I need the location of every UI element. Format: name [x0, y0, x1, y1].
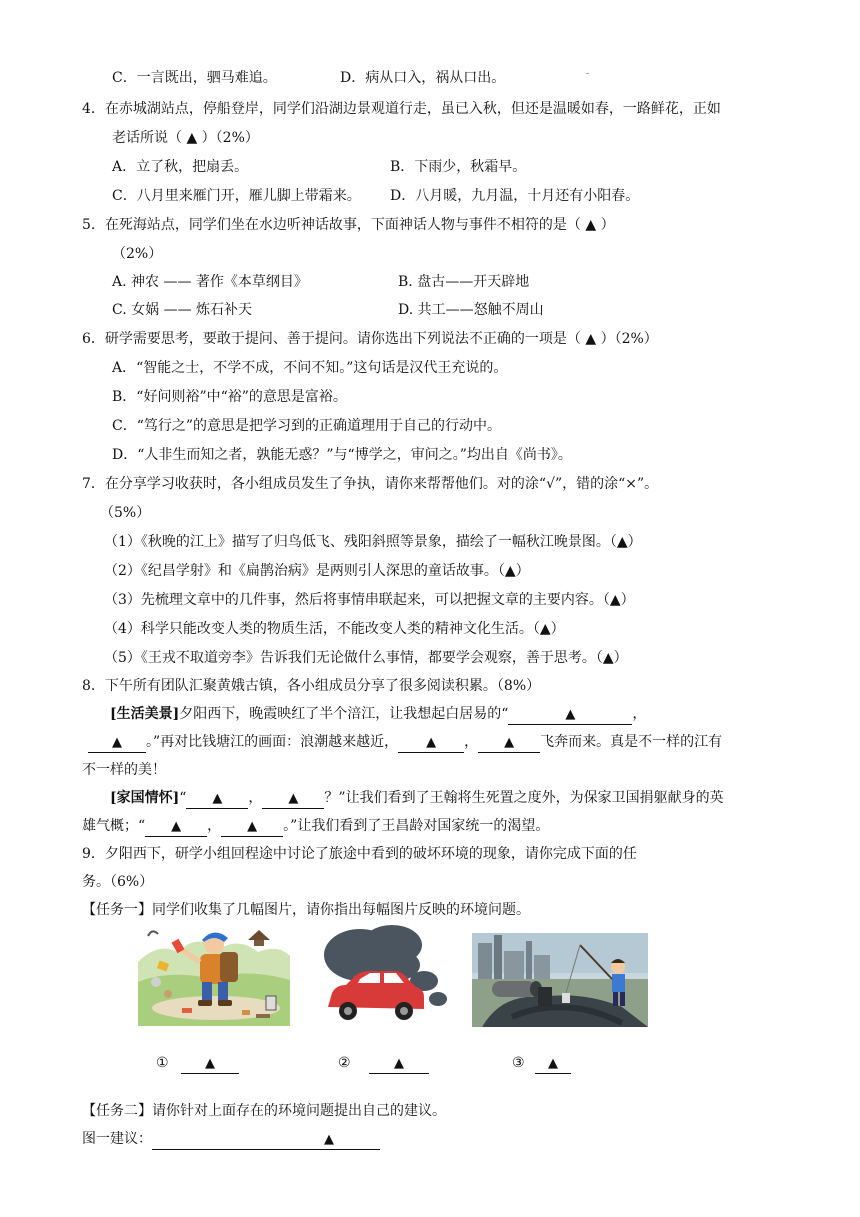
q7-item-4: （4）科学只能改变人类的物质生活，不能改变人类的精神文化生活。（▲） — [104, 621, 565, 637]
q3-option-c: C．一言既出，驷马难追。 — [112, 70, 277, 86]
picture-water-pollution — [472, 933, 648, 1027]
q8-blank-4[interactable]: ▲ — [478, 733, 540, 753]
q8-blank-7[interactable]: ▲ — [145, 817, 207, 837]
q4-option-b: B．下雨少，秋霜早。 — [390, 159, 527, 175]
q5-stem-line2: （2%） — [112, 246, 163, 262]
picture-3-answer — [512, 1053, 571, 1074]
q4-stem-line1: 4．在赤城湖站点，停船登岸，同学们沿湖边景观道行走，虽已入秋，但还是温暖如春，一路鲜花，正如 — [82, 101, 721, 117]
picture-2-blank[interactable]: ▲ — [369, 1054, 429, 1074]
q9-stem-line2: 务。（6%） — [82, 874, 154, 890]
q7-stem-line1: 7．在分享学习收获时，各小组成员发生了争执，请你来帮帮他们。对的涂“√”，错的涂“×”。 — [82, 476, 659, 492]
q8-stem: 8．下午所有团队汇聚黄娥古镇，各小组成员分享了很多阅读积累。（8%） — [82, 678, 541, 694]
q9-stem-line1: 9．夕阳西下，研学小组回程途中讨论了旅途中看到的破坏环境的现象，请你完成下面的任 — [82, 846, 637, 862]
q8-life-line3: 不一样的美！ — [82, 762, 166, 778]
picture-2-answer — [338, 1053, 429, 1074]
q6-option-b: B．“好问则裕”中“裕”的意思是富裕。 — [112, 389, 347, 405]
q8-home-line1: [家国情怀]“ ▲ ， ▲ ？”让我们看到了王翰将生死置之度外，为保家卫国捐躯献身的英 — [110, 788, 724, 809]
picture-1-answer — [156, 1053, 239, 1074]
picture-2-number: ② — [338, 1055, 351, 1071]
water-pollution-illustration — [472, 933, 648, 1027]
q4-option-d: D．八月暖，九月温，十月还有小阳春。 — [390, 188, 640, 204]
q4-stem-line2: 老话所说（ ▲ ）（2%） — [112, 130, 259, 146]
q6-option-a: A．“智能之士，不学不成，不问不知。”这句话是汉代王充说的。 — [112, 360, 508, 376]
q8-life-line1: [生活美景]夕阳西下，晚霞映红了半个涪江，让我想起白居易的“ ▲ ， — [110, 704, 646, 725]
advice-1-label: 图一建议： — [82, 1131, 152, 1147]
q7-item-1: （1）《秋晚的江上》描写了归鸟低飞、残阳斜照等景象，描绘了一幅秋江晚景图。（▲） — [104, 534, 642, 550]
q8-life-tag: [生活美景] — [110, 706, 180, 722]
q7-stem-line2: （5%） — [100, 505, 151, 521]
picture-littering — [138, 922, 290, 1026]
q8-blank-1[interactable]: ▲ — [508, 705, 632, 725]
q8-blank-5[interactable]: ▲ — [186, 789, 248, 809]
littering-hiker-illustration — [138, 922, 290, 1026]
advice-1-blank[interactable]: ▲ — [152, 1130, 380, 1150]
q8-home-line2: 雄气概；“ ▲ ， ▲ 。”让我们看到了王昌龄对国家统一的渴望。 — [82, 816, 549, 837]
q6-option-d: D．“人非生而知之者，孰能无惑？”与“博学之，审问之。”均出自《尚书》。 — [112, 447, 572, 463]
picture-car-exhaust — [320, 923, 452, 1027]
q3-option-d: D．病从口入，祸从口出。 — [340, 70, 506, 86]
q9-task1: 【任务一】同学们收集了几幅图片，请你指出每幅图片反映的环境问题。 — [82, 902, 530, 918]
q4-option-a: A．立了秋，把扇丢。 — [112, 159, 249, 175]
picture-3-number: ③ — [512, 1055, 525, 1071]
q5-option-c: C. 女娲 —— 炼石补天 — [112, 302, 253, 318]
picture-1-blank[interactable]: ▲ — [181, 1054, 239, 1074]
stray-mark: - — [586, 69, 590, 79]
q8-blank-3[interactable]: ▲ — [398, 733, 464, 753]
q8-life-line2: ▲ 。”再对比钱塘江的画面：浪潮越来越近， ▲ ， ▲ 飞奔而来。真是不一样的江有 — [88, 732, 722, 753]
q8-home-tag: [家国情怀] — [110, 790, 180, 806]
car-exhaust-illustration — [320, 923, 452, 1027]
q7-item-5: （5）《王戎不取道旁李》告诉我们无论做什么事情，都要学会观察，善于思考。（▲） — [104, 650, 628, 666]
q8-blank-8[interactable]: ▲ — [221, 817, 283, 837]
q8-blank-6[interactable]: ▲ — [262, 789, 324, 809]
q5-option-a: A. 神农 —— 著作《本草纲目》 — [112, 274, 308, 290]
q7-item-2: （2）《纪昌学射》和《扁鹊治病》是两则引人深思的童话故事。（▲） — [104, 563, 530, 579]
q5-option-d: D. 共工——怒触不周山 — [398, 302, 544, 318]
q6-option-c: C．“笃行之”的意思是把学习到的正确道理用于自己的行动中。 — [112, 418, 502, 434]
q5-option-b: B. 盘古——开天辟地 — [398, 274, 530, 290]
picture-1-number: ① — [156, 1055, 169, 1071]
picture-3-blank[interactable]: ▲ — [535, 1054, 571, 1074]
advice-1-row — [82, 1129, 380, 1150]
q6-stem: 6．研学需要思考，要敢于提问、善于提问。请你选出下列说法不正确的一项是（ ▲ ）（2%） — [82, 331, 658, 347]
q9-task2: 【任务二】请你针对上面存在的环境问题提出自己的建议。 — [82, 1103, 446, 1119]
q4-option-c: C．八月里来雁门开，雁儿脚上带霜来。 — [112, 188, 361, 204]
q8-blank-2[interactable]: ▲ — [88, 733, 146, 753]
q5-stem-line1: 5．在死海站点，同学们坐在水边听神话故事，下面神话人物与事件不相符的是（ ▲ ） — [82, 217, 615, 233]
q7-item-3: （3）先梳理文章中的几件事，然后将事情串联起来，可以把握文章的主要内容。（▲） — [104, 592, 635, 608]
